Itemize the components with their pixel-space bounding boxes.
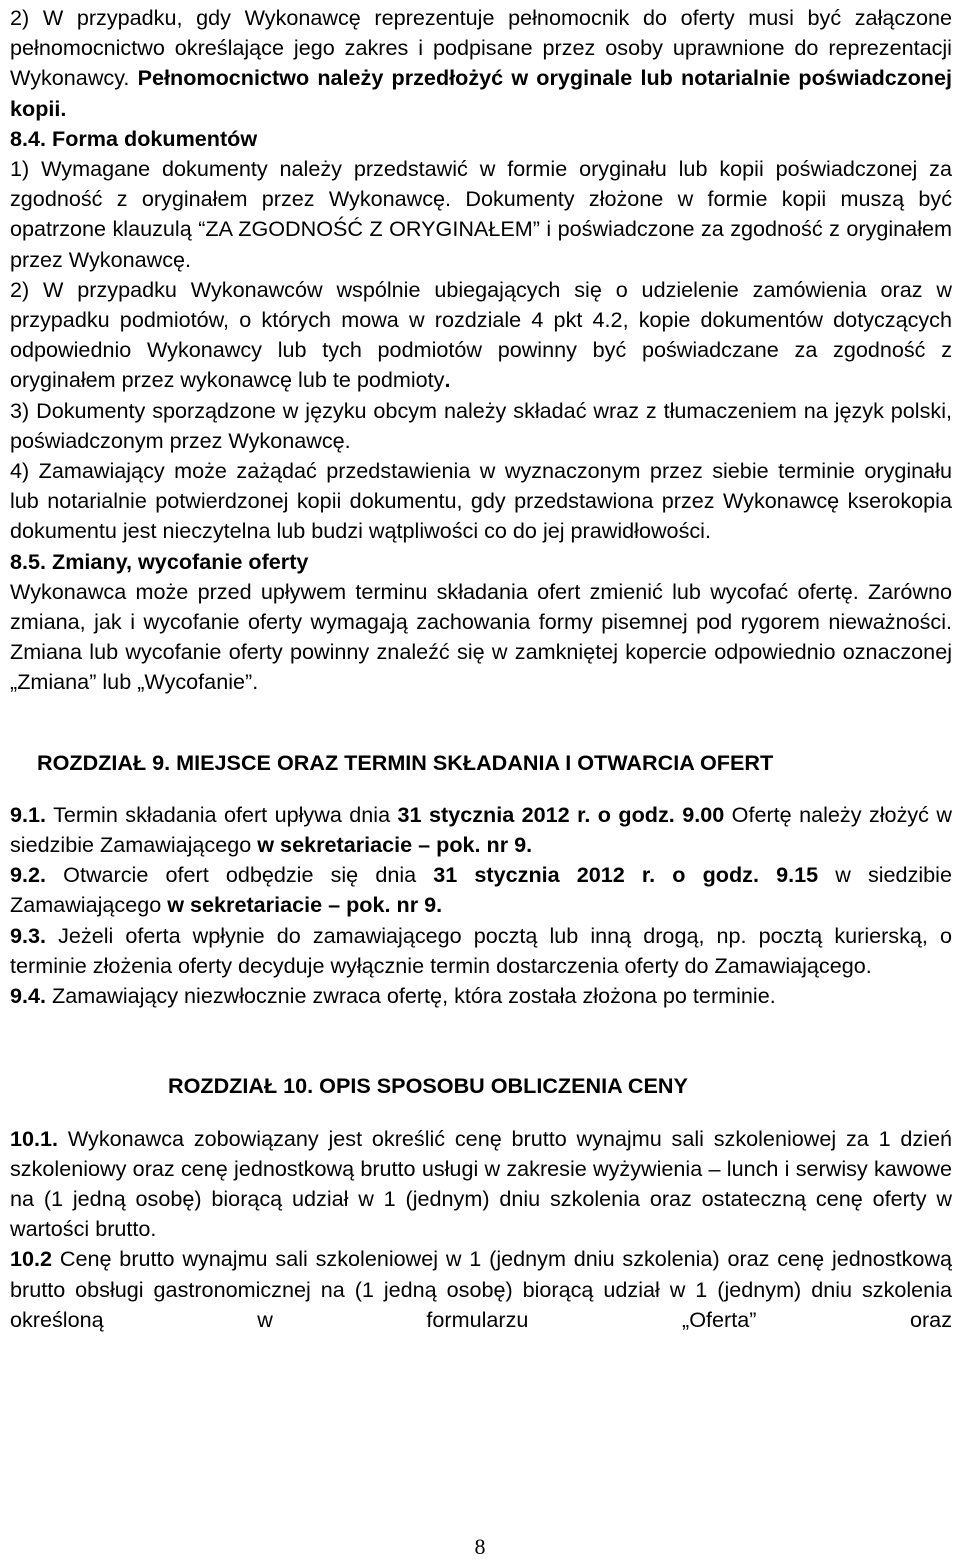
spacer <box>10 778 952 800</box>
bold-text: w sekretariacie – pok. nr 9. <box>167 892 443 918</box>
paragraph-8-4-3: 3) Dokumenty sporządzone w języku obcym należy składać wraz z tłumaczeniem na język polski, poświadczonym przez Wykonawcę. <box>10 397 952 453</box>
paragraph-10-2 <box>10 1244 952 1335</box>
spacer <box>10 1102 952 1124</box>
clause-text: “ZA ZGODNOŚĆ Z ORYGINAŁEM” <box>198 216 540 242</box>
spacer <box>10 1011 952 1071</box>
section-number: 9.1. <box>10 801 47 827</box>
section-number: 9.4. <box>10 983 47 1009</box>
paragraph-text: Otwarcie ofert odbędzie się dnia <box>46 862 434 888</box>
paragraph-text: w siedzibie Zamawiającego <box>10 862 952 918</box>
paragraph-8-3-2 <box>10 3 952 124</box>
document-page <box>10 0 952 1335</box>
paragraph-text: Zamawiający niezwłocznie zwraca ofertę, która została złożona po terminie. <box>46 983 776 1009</box>
chapter-10-title: ROZDZIAŁ 10. OPIS SPOSOBU OBLICZENIA CENY <box>168 1073 688 1099</box>
paragraph-8-4-4: 4) Zamawiający może zażądać przedstawienia w wyznaczonym przez siebie terminie oryginału lub notarialnie potwierdzonej kopii dokumentu, gdy przedstawiona przez Wykonawcę kserokopia dokumentu jest nieczytelna lub budzi wątpliwości co do jej prawidłowości. <box>10 458 952 544</box>
section-heading-8-4: 8.4. Forma dokumentów <box>10 125 258 151</box>
section-number: 9.3. <box>10 922 47 948</box>
bold-text: 31 stycznia 2012 r. o godz. 9.00 <box>397 801 725 827</box>
paragraph-text: 2) W przypadku, gdy Wykonawcę reprezentuje pełnomocnik do oferty musi być załączone pełnomocnictwo określające jego zakres i podpisane przez osoby uprawnione do reprezentacji Wykonawcy. <box>10 5 952 91</box>
paragraph-8-5-1: Wykonawca może przed upływem terminu składania ofert zmienić lub wycofać ofertę. Zarówno zmiana, jak i wycofanie oferty wymagają zachowania formy pisemnej pod rygorem nieważności. Zmiana lub wycofanie oferty powinny znaleźć się w zamkniętej kopercie odpowiednio oznaczonej „Zmiana” lub „Wycofanie”. <box>10 578 952 695</box>
page-number: 8 <box>474 1534 486 1559</box>
paragraph-text: Wykonawca zobowiązany jest określić cenę brutto wynajmu sali szkoleniowej za 1 dzień szkoleniowy oraz cenę jednostkową brutto usługi w zakresie wyżywienia – lunch i serwisy kawowe na (1 jedną osobę) biorącą udział w 1 (jednym) dniu szkolenia oraz ostateczną cenę oferty w wartości brutto. <box>10 1125 952 1242</box>
section-number: 10.2 <box>10 1246 53 1272</box>
paragraph-text: Jeżeli oferta wpłynie do zamawiającego pocztą lub inną drogą, np. pocztą kurierską, o terminie złożenia oferty decyduje wyłącznie termin dostarczenia oferty do Zamawiającego. <box>10 922 952 978</box>
paragraph-text: Cenę brutto wynajmu sali szkoleniowej w 1 (jednym dniu szkolenia) oraz cenę jednostkową brutto obsługi gastronomicznej na (1 jedną osobę) biorącą udział w 1 (jednym) dniu szkolenia określoną w formularzu „Oferta” oraz <box>10 1246 952 1332</box>
section-heading-8-5: 8.5. Zmiany, wycofanie oferty <box>10 548 309 574</box>
paragraph-9-2 <box>10 860 952 920</box>
paragraph-text: i poświadczone za zgodność z oryginałem przez Wykonawcę. <box>10 216 952 272</box>
bold-dot: . <box>444 367 451 393</box>
paragraph-text: 2) W przypadku Wykonawców wspólnie ubiegających się o udzielenie zamówienia oraz w przypadku podmiotów, o których mowa w rozdziale 4 pkt 4.2, kopie dokumentów dotyczących odpowiednio Wykonawcy lub tych podmiotów powinny być poświadczane za zgodność z oryginałem przez wykonawcę lub te podmioty <box>10 276 952 393</box>
paragraph-8-4-1 <box>10 154 952 275</box>
bold-text: 31 stycznia 2012 r. o godz. 9.15 <box>433 862 819 888</box>
paragraph-text: Termin składania ofert upływa dnia <box>46 801 398 827</box>
section-number: 9.2. <box>10 862 47 888</box>
bold-text: Pełnomocnictwo należy przedłożyć w oryginale lub notarialnie poświadczonej kopii. <box>10 65 952 121</box>
paragraph-9-1 <box>10 800 952 860</box>
paragraph-10-1 <box>10 1124 952 1245</box>
paragraph-text: Ofertę należy złożyć w siedzibie Zamawiającego <box>10 801 952 858</box>
paragraph-9-4 <box>10 981 952 1011</box>
paragraph-8-4-2 <box>10 275 952 396</box>
paragraph-9-3 <box>10 921 952 981</box>
section-number: 10.1. <box>10 1125 59 1151</box>
bold-text: w sekretariacie – pok. nr 9. <box>257 832 533 858</box>
paragraph-text: 1) Wymagane dokumenty należy przedstawić w formie oryginału lub kopii poświadczonej za zgodność z oryginałem przez Wykonawcę. Dokumenty złożone w formie kopii muszą być opatrzone klauzulą <box>10 156 952 242</box>
chapter-9-title: ROZDZIAŁ 9. MIEJSCE ORAZ TERMIN SKŁADANIA I OTWARCIA OFERT <box>37 749 774 775</box>
spacer <box>10 698 952 748</box>
